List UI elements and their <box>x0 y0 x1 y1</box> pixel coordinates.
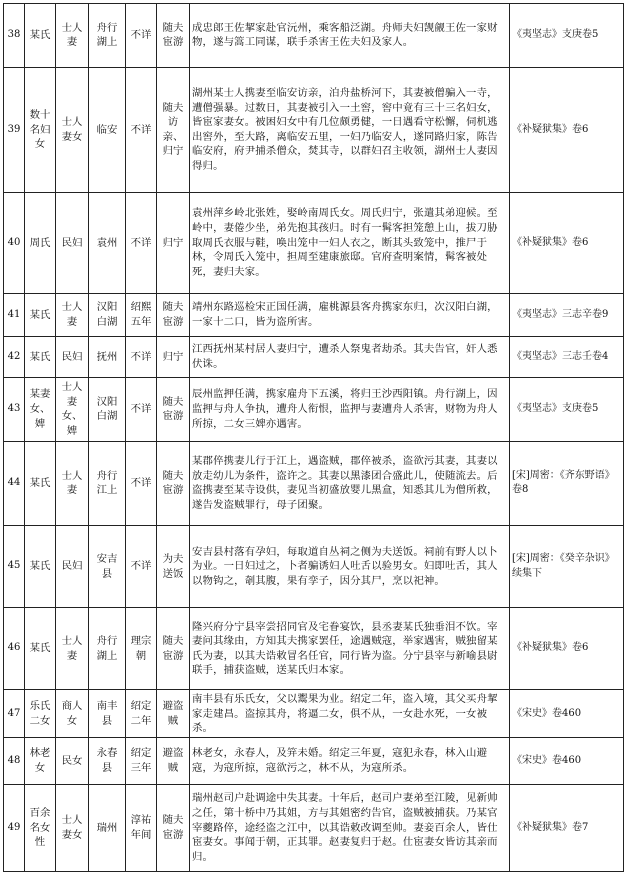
row-number: 48 <box>4 738 25 784</box>
location-text: 抚州 <box>96 350 118 363</box>
cause <box>157 441 190 525</box>
time <box>126 336 157 377</box>
row-number: 42 <box>4 336 25 377</box>
victim-name <box>25 336 56 377</box>
victim-identity-text: 士人妻 <box>61 21 83 49</box>
location <box>89 608 126 690</box>
time-text: 不详 <box>130 403 152 416</box>
victim-name-text: 某妻女、婢 <box>29 388 51 430</box>
victim-identity-text: 民女 <box>61 754 83 767</box>
victim-identity <box>56 441 89 525</box>
table-row <box>4 441 624 525</box>
time-text: 绍熙五年 <box>130 301 152 328</box>
time <box>126 4 157 68</box>
victim-identity <box>56 67 89 192</box>
row-number: 47 <box>4 690 25 738</box>
victim-name <box>25 441 56 525</box>
victim-name-text: 数十名妇女 <box>29 108 51 151</box>
location-text: 临安 <box>96 123 118 136</box>
row-number: 44 <box>4 441 25 525</box>
event-description: 南丰县有乐氏女，父以鬻果为业。绍定二年，盗入境，其父买舟挈家走建昌。盗掠其舟，将逼二女，俱不从，一女赴水死，一女被杀。 <box>190 690 510 738</box>
location <box>89 293 126 336</box>
cause <box>157 4 190 68</box>
table-body <box>4 4 624 872</box>
time <box>126 377 157 441</box>
time <box>126 193 157 294</box>
row-number: 49 <box>4 784 25 871</box>
victim-identity <box>56 738 89 784</box>
cause-text: 随夫访亲、归宁 <box>162 101 184 158</box>
victim-name-text: 周氏 <box>29 236 51 249</box>
event-description: 安吉县村落有孕妇，每取道自丛祠之侧为夫送饭。祠前有野人以卜为业。一日妇过之，卜者骗诱妇人吐舌以验男女。妇即吐舌，其人以物钩之，剞其腹，果有孪子，因分其尸，烹以祀神。 <box>190 525 510 607</box>
row-number: 43 <box>4 377 25 441</box>
event-description: 林老女，永春人，及笄未婚。绍定三年夏，寇犯永春，林入山避寇，为寇所掠，寇欲污之，林不从，为寇所杀。 <box>190 738 510 784</box>
victim-name-text: 某氏 <box>29 642 51 655</box>
victim-name-text: 某氏 <box>29 477 51 489</box>
time <box>126 784 157 871</box>
event-description: 靖州东路巡检宋正国任满，雇桃源县客舟携家东归，次汉阳白湖，一家十二口，皆为盗所害。 <box>190 293 510 336</box>
location <box>89 441 126 525</box>
location-text: 舟行江上 <box>96 469 118 497</box>
source-citation: 《补疑狱集》卷7 <box>510 784 624 871</box>
source-citation: 《补疑狱集》卷6 <box>510 193 624 294</box>
row-number: 40 <box>4 193 25 294</box>
victim-name <box>25 4 56 68</box>
table-row <box>4 738 624 784</box>
cause <box>157 377 190 441</box>
victim-name <box>25 293 56 336</box>
source-citation: 《宋史》卷460 <box>510 690 624 738</box>
event-description: 隆兴府分宁县宰尝招同官及宅眷宴饮，县丞妻某氏独垂泪不饮。宰妻问其缘由，方知其夫携家罢任，途遇贼寇，举家遇害，贼独留某氏为妻，以其夫诰敕冒名任官，同行皆为盗。分宁县宰与新喻县尉联手，捕获盗贼，送某氏归本家。 <box>190 608 510 690</box>
victim-name-text: 某氏 <box>29 29 51 42</box>
time <box>126 67 157 192</box>
cause-text: 随夫宦游 <box>162 635 184 662</box>
victim-identity <box>56 293 89 336</box>
source-citation: 《夷坚志》三志壬卷4 <box>510 336 624 377</box>
cause <box>157 738 190 784</box>
cause <box>157 690 190 738</box>
victim-identity-text: 士人妻女 <box>61 814 83 841</box>
source-citation: 《补疑狱集》卷6 <box>510 67 624 192</box>
location-text: 瑞州 <box>96 821 118 834</box>
event-description: 辰州监押任满，携家雇舟下五溪，将归王沙西阳镇。舟行湖上，因监押与舟人争执，遭舟人衔恨，监押与妻遭舟人杀害，财物为舟人所掠，二女三婢亦遇害。 <box>190 377 510 441</box>
table-row <box>4 690 624 738</box>
victim-name-text: 某氏 <box>29 308 51 321</box>
time <box>126 690 157 738</box>
time-text: 淳祐年间 <box>130 814 152 841</box>
time <box>126 738 157 784</box>
victim-name-text: 百余名女性 <box>29 806 51 849</box>
time-text: 绍定三年 <box>130 747 152 774</box>
source-citation: [宋]周密：《癸辛杂识》续集下 <box>510 525 624 607</box>
location <box>89 525 126 607</box>
source-citation: 《夷坚志》支庚卷5 <box>510 377 624 441</box>
row-number: 39 <box>4 67 25 192</box>
victim-name-text: 林老女 <box>29 747 51 774</box>
location <box>89 193 126 294</box>
victim-name <box>25 193 56 294</box>
location <box>89 377 126 441</box>
cause-text: 随夫宦游 <box>162 814 184 841</box>
victim-identity <box>56 525 89 607</box>
victim-identity-text: 民妇 <box>61 560 83 573</box>
cause-text: 随夫宦游 <box>162 469 184 497</box>
row-number: 38 <box>4 4 25 68</box>
source-citation: 《补疑狱集》卷6 <box>510 608 624 690</box>
cause <box>157 525 190 607</box>
victim-identity <box>56 193 89 294</box>
location-text: 南丰县 <box>96 700 118 727</box>
row-number: 41 <box>4 293 25 336</box>
victim-name-text: 某氏 <box>29 350 51 363</box>
cause-text: 避盗贼 <box>162 700 184 727</box>
victim-name <box>25 525 56 607</box>
event-description: 湖州某士人携妻至临安访亲，泊舟盐桥河下，其妻被僧骗入一寺，遭僧强暴。过数日，其妻被引入一土窖，窖中竟有三十三名妇女，皆宦家妻女。被困妇女中有几位颇勇健，一日遇看守松懈，伺机逃出窖外，至大路，离临安五里，一妇乃临安人，遂同路归家，陈告临安府，府尹捕杀僧众，焚其寺，以群妇召主收领，湖州士人妻因得归。 <box>190 67 510 192</box>
victim-name <box>25 608 56 690</box>
time-text: 不详 <box>130 560 152 573</box>
location-text: 安吉县 <box>96 552 118 580</box>
time-text: 绍定二年 <box>130 700 152 727</box>
cause <box>157 336 190 377</box>
cause-text: 随夫宦游 <box>162 395 184 423</box>
victim-identity <box>56 690 89 738</box>
time-text: 理宗朝 <box>130 635 152 662</box>
victim-identity <box>56 608 89 690</box>
table-row <box>4 4 624 68</box>
victim-name-text: 某氏 <box>29 560 51 573</box>
victim-identity-text: 士人妻 <box>61 469 83 497</box>
location-text: 汉阳白湖 <box>96 395 118 423</box>
case-table <box>3 3 624 872</box>
row-number: 46 <box>4 608 25 690</box>
victim-identity <box>56 4 89 68</box>
location <box>89 4 126 68</box>
cause-text: 归宁 <box>162 236 184 249</box>
table-row <box>4 193 624 294</box>
event-description: 江西抚州某村居人妻归宁，遭杀人祭鬼者劫杀。其夫告官，奸人悉伏诛。 <box>190 336 510 377</box>
table-row <box>4 293 624 336</box>
cause-text: 随夫宦游 <box>162 21 184 49</box>
source-citation: [宋]周密：《齐东野语》卷8 <box>510 441 624 525</box>
victim-identity <box>56 377 89 441</box>
time-text: 不详 <box>130 350 152 363</box>
victim-identity-text: 士人妻女、婢 <box>61 381 83 437</box>
victim-name <box>25 738 56 784</box>
cause <box>157 193 190 294</box>
victim-name-text: 乐氏二女 <box>29 700 51 727</box>
cause <box>157 784 190 871</box>
location <box>89 336 126 377</box>
table-row <box>4 784 624 871</box>
victim-identity <box>56 336 89 377</box>
source-citation: 《夷坚志》支庚卷5 <box>510 4 624 68</box>
victim-name <box>25 67 56 192</box>
row-number: 45 <box>4 525 25 607</box>
time-text: 不详 <box>130 477 152 489</box>
location-text: 舟行湖上 <box>96 635 118 662</box>
victim-identity <box>56 784 89 871</box>
event-description: 袁州萍乡岭北张姓，娶岭南周氏女。周氏归宁，张遣其弟迎候。至岭中，妻倦少坐，弟先抱其孩归。时有一髯客担笼憩上山，拔刀胁取周氏衣服与鞋，唤出笼中一妇人衣之，断其头致笼中，推尸于林，令周氏入笼中，担周至建康旅邸。官府查明案情，髯客被处死，妻归夫家。 <box>190 193 510 294</box>
time <box>126 293 157 336</box>
time-text: 不详 <box>130 123 152 136</box>
location-text: 永春县 <box>96 747 118 774</box>
victim-identity-text: 士人妻女 <box>61 116 83 143</box>
time <box>126 608 157 690</box>
event-description: 成忠郎王佐挈家赴官沅州，乘客船泛湖。舟师夫妇觊觎王佐一家财物，遂与篙工同谋，联手杀害王佐夫妇及家人。 <box>190 4 510 68</box>
event-description: 某郡倅携妻儿行于江上，遇盗贼，郡倅被杀，盗欲污其妻，其妻以放走幼儿为条件，盗许之。其妻以黑漆团合盛此儿，使随流去。后盗携妻至某寺设供，妻见当初盛放婴儿黑盒，知悉其儿为僧所救，遂告发盗贼罪行，母子团聚。 <box>190 441 510 525</box>
location <box>89 67 126 192</box>
victim-name <box>25 377 56 441</box>
victim-name <box>25 784 56 871</box>
cause <box>157 293 190 336</box>
table-row <box>4 377 624 441</box>
time <box>126 525 157 607</box>
table-row <box>4 336 624 377</box>
cause-text: 为夫送饭 <box>162 552 184 580</box>
time-text: 不详 <box>130 236 152 249</box>
source-citation: 《夷坚志》三志辛卷9 <box>510 293 624 336</box>
cause-text: 避盗贼 <box>162 747 184 774</box>
location <box>89 690 126 738</box>
event-description: 瑞州赵司户赴调途中失其妻。十年后，赵司户妻弟至江陵，见新帅之任，第十桥中乃其姐，方与其姐密约告官，盗贼被捕获。乃某官宰夔路倅，途经盗之江中，以其诰敕改调至帅。妻妾百余人，皆仕宦妻女。事闻于朝，正其罪。赵妻复归于赵。仕宦妻女皆访其亲而归。 <box>190 784 510 871</box>
location <box>89 784 126 871</box>
victim-identity-text: 商人女 <box>61 700 83 727</box>
time <box>126 441 157 525</box>
cause <box>157 608 190 690</box>
location <box>89 738 126 784</box>
source-citation: 《宋史》卷460 <box>510 738 624 784</box>
victim-identity-text: 士人妻 <box>61 301 83 328</box>
table-row <box>4 525 624 607</box>
location-text: 舟行湖上 <box>96 21 118 49</box>
time-text: 不详 <box>130 29 152 42</box>
table-row <box>4 608 624 690</box>
cause-text: 随夫宦游 <box>162 301 184 328</box>
victim-name <box>25 690 56 738</box>
victim-identity-text: 士人妻 <box>61 635 83 662</box>
cause <box>157 67 190 192</box>
table-row <box>4 67 624 192</box>
victim-identity-text: 民妇 <box>61 350 83 363</box>
location-text: 汉阳白湖 <box>96 301 118 328</box>
victim-identity-text: 民妇 <box>61 236 83 249</box>
cause-text: 归宁 <box>162 350 184 363</box>
location-text: 袁州 <box>96 236 118 249</box>
